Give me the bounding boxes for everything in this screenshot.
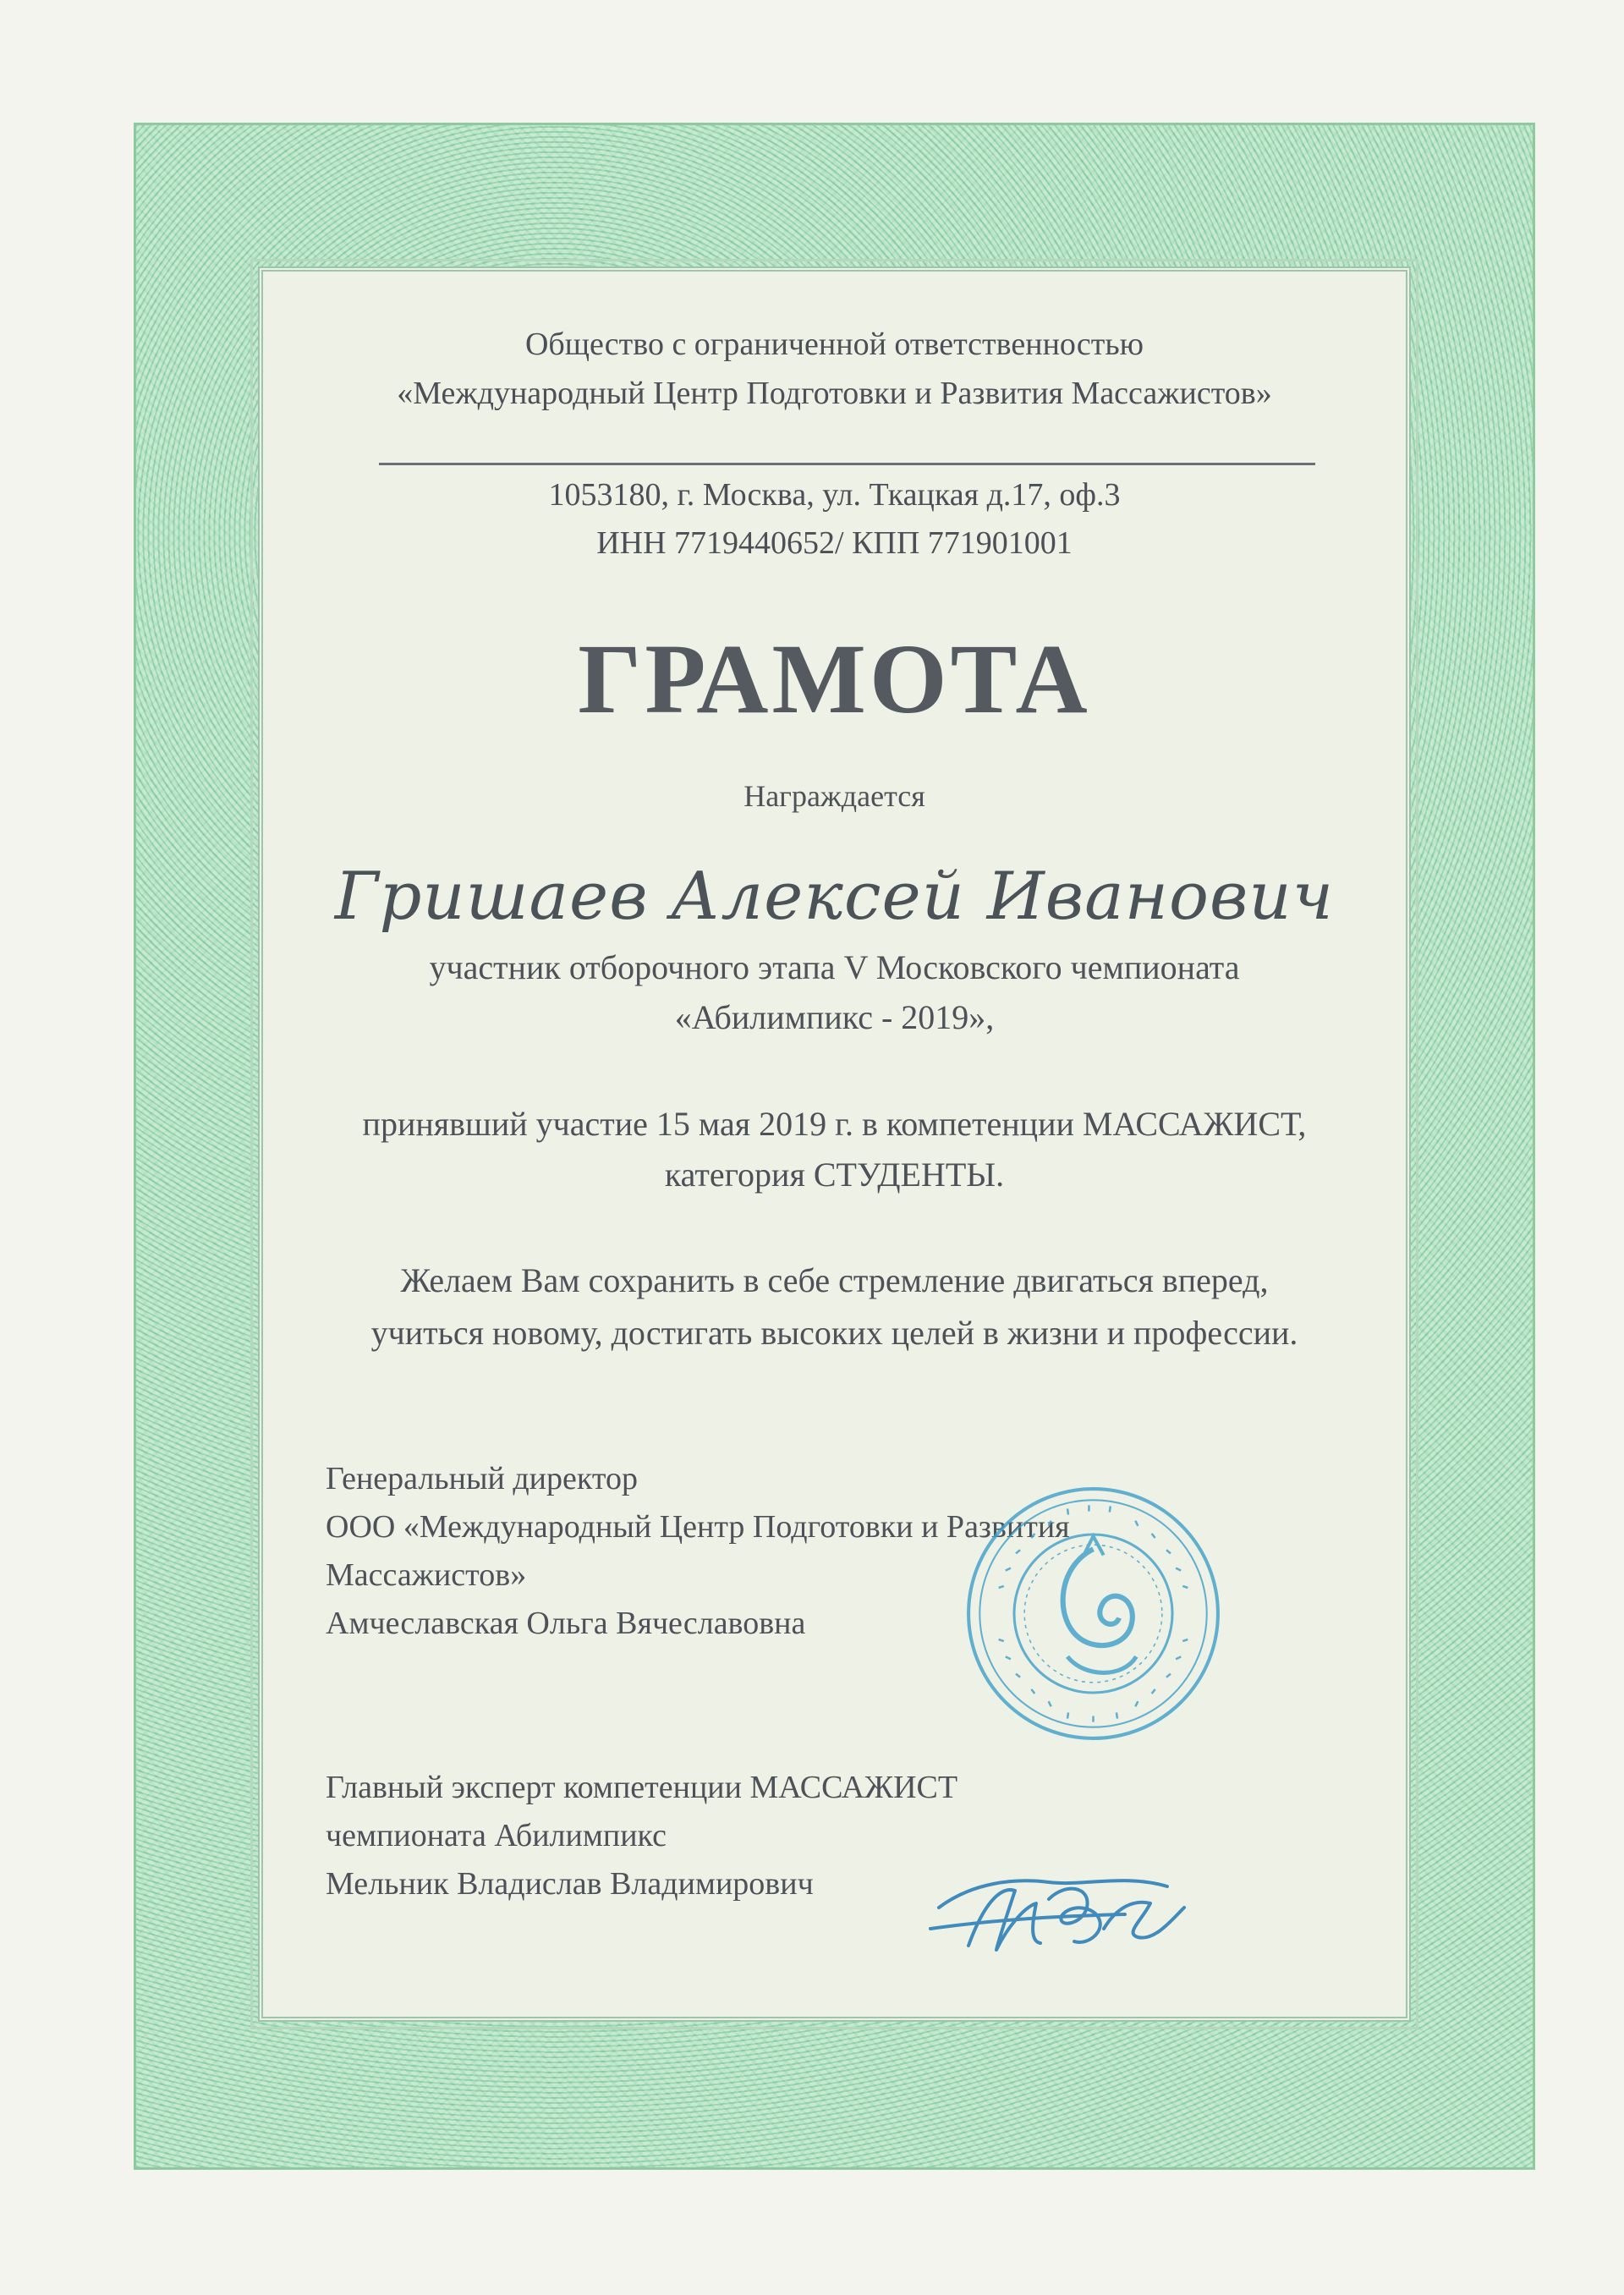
expert-event: чемпионата Абилимпикс: [326, 1818, 667, 1853]
org-line-1: Общество с ограниченной ответственностью: [524, 327, 1144, 362]
role-line-2: «Абилимпикс - 2019»,: [674, 998, 995, 1036]
participation-line-2: категория СТУДЕНТЫ.: [664, 1156, 1005, 1194]
director-org-line-2: Массажистов»: [326, 1557, 527, 1593]
expert-signature-block: [326, 1764, 957, 1908]
org-address: 1053180, г. Москва, ул. Ткацкая д.17, оф.3: [548, 477, 1121, 513]
awardee-name: Гришаев Алексей Иванович: [334, 859, 1335, 935]
org-line-2: «Международный Центр Подготовки и Развития Массажистов»: [397, 376, 1272, 411]
participation-line-1: принявший участие 15 мая 2019 г. в компетенции МАССАЖИСТ,: [362, 1105, 1307, 1143]
certificate-title: ГРАМОТА: [578, 623, 1091, 734]
expert-position: Главный эксперт компетенции МАССАЖИСТ: [326, 1770, 958, 1805]
wish-line-1: Желаем Вам сохранить в себе стремление двигаться вперед,: [400, 1261, 1269, 1299]
director-org-line-1: ООО «Международный Центр Подготовки и Развития: [326, 1509, 1070, 1545]
director-name: Амчеславская Ольга Вячеславовна: [326, 1606, 806, 1641]
handwritten-signature-icon: [922, 1848, 1201, 1975]
expert-name: Мельник Владислав Владимирович: [326, 1866, 814, 1902]
wish-line-2: учиться новому, достигать высоких целей в жизни и профессии.: [370, 1314, 1298, 1352]
director-position: Генеральный директор: [326, 1461, 638, 1496]
seal-stamp-icon: [964, 1485, 1222, 1743]
org-tax-ids: ИНН 7719440652/ КПП 771901001: [596, 525, 1073, 561]
director-signature-block: [326, 1455, 1070, 1648]
role-line-1: участник отборочного этапа V Московского чемпионата: [429, 948, 1240, 986]
awarded-label: Награждается: [743, 779, 925, 813]
org-divider: [379, 463, 1315, 465]
certificate-content: [258, 266, 1411, 2022]
